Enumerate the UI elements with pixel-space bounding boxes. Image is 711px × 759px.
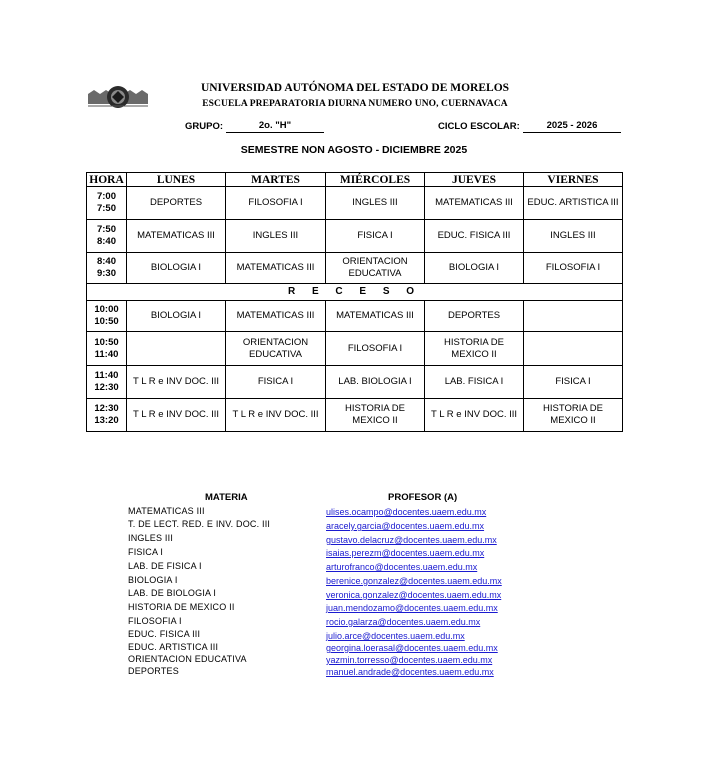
class-cell: FILOSOFIA I: [524, 253, 623, 284]
schedule-row: [87, 301, 623, 332]
time-end: 9:30: [96, 268, 116, 279]
class-cell: MATEMATICAS III: [425, 187, 524, 220]
time-start: 11:40: [94, 370, 119, 381]
class-cell: DEPORTES: [127, 187, 226, 220]
schedule-row: [87, 399, 623, 432]
semester-title: SEMESTRE NON AGOSTO - DICIEMBRE 2025: [240, 144, 468, 156]
class-cell: FISICA I: [326, 220, 425, 253]
time-start: 12:30: [94, 403, 119, 414]
class-cell: HISTORIA DE MEXICO II: [524, 399, 623, 432]
teacher-email-link[interactable]: yazmin.torresso@docentes.uaem.edu.mx: [326, 655, 493, 665]
class-cell: FISICA I: [226, 366, 326, 399]
teacher-email-link[interactable]: veronica.gonzalez@docentes.uaem.edu.mx: [326, 590, 502, 600]
time-end: 11:40: [94, 348, 119, 360]
time-start: 10:50: [94, 336, 119, 348]
subject-name: BIOLOGIA I: [128, 575, 178, 585]
subject-name: MATEMATICAS III: [128, 506, 205, 516]
subject-name: DEPORTES: [128, 666, 179, 676]
subject-name: ORIENTACION EDUCATIVA: [128, 654, 247, 664]
class-cell: ORIENTACION EDUCATIVA: [226, 332, 326, 366]
class-cell: T L R e INV DOC. III: [127, 399, 226, 432]
class-cell: [524, 332, 623, 366]
university-logo: [86, 80, 150, 114]
teacher-email-link[interactable]: manuel.andrade@docentes.uaem.edu.mx: [326, 667, 494, 677]
class-cell: EDUC. ARTISTICA III: [524, 187, 623, 220]
subject-name: HISTORIA DE MEXICO II: [128, 602, 235, 612]
teacher-email-link[interactable]: isaias.perezm@docentes.uaem.edu.mx: [326, 548, 485, 558]
class-cell: LAB. BIOLOGIA I: [326, 366, 425, 399]
time-cell: [87, 366, 127, 399]
column-header-viernes: VIERNES: [524, 173, 623, 187]
teacher-email-link[interactable]: rocio.galarza@docentes.uaem.edu.mx: [326, 617, 481, 627]
school-title: ESCUELA PREPARATORIA DIURNA NUMERO UNO, CUERNAVACA: [202, 99, 508, 109]
column-header-hora: HORA: [87, 173, 127, 187]
class-cell: BIOLOGIA I: [425, 253, 524, 284]
time-cell: [87, 332, 127, 366]
group-label: GRUPO:: [185, 121, 223, 132]
class-cell: HISTORIA DE MEXICO II: [326, 399, 425, 432]
time-cell: [87, 301, 127, 332]
time-cell: [87, 253, 127, 284]
teacher-email-link[interactable]: arturofranco@docentes.uaem.edu.mx: [326, 562, 478, 572]
class-cell: FILOSOFIA I: [326, 332, 425, 366]
class-cell: EDUC. FISICA III: [425, 220, 524, 253]
teacher-email-link[interactable]: berenice.gonzalez@docentes.uaem.edu.mx: [326, 576, 502, 586]
time-end: 7:50: [96, 203, 116, 214]
class-cell: BIOLOGIA I: [127, 301, 226, 332]
subject-name: LAB. DE BIOLOGIA I: [128, 588, 217, 598]
group-value: 2o. "H": [226, 120, 324, 133]
column-header-jueves: JUEVES: [425, 173, 524, 187]
schedule-row: [87, 332, 623, 366]
time-cell: [87, 220, 127, 253]
class-cell: T L R e INV DOC. III: [425, 399, 524, 432]
time-end: 8:40: [96, 236, 116, 247]
teacher-email-link[interactable]: aracely.garcia@docentes.uaem.edu.mx: [326, 521, 485, 531]
time-start: 7:50: [96, 224, 116, 235]
class-cell: [127, 332, 226, 366]
class-cell: MATEMATICAS III: [127, 220, 226, 253]
class-cell: T L R e INV DOC. III: [226, 399, 326, 432]
schedule-row: [87, 366, 623, 399]
subject-name: EDUC. FISICA III: [128, 629, 201, 639]
class-cell: MATEMATICAS III: [226, 253, 326, 284]
subject-name: T. DE LECT. RED. E INV. DOC. III: [128, 519, 271, 529]
subject-name: FILOSOFIA I: [128, 616, 182, 626]
subject-name: LAB. DE FISICA I: [128, 561, 202, 571]
schedule-row: [87, 187, 623, 220]
class-cell: T L R e INV DOC. III: [127, 366, 226, 399]
column-header-martes: MARTES: [226, 173, 326, 187]
schedule-header-row: [87, 173, 623, 187]
cycle-label: CICLO ESCOLAR:: [438, 121, 520, 132]
teacher-email-link[interactable]: juan.mendozamo@docentes.uaem.edu.mx: [326, 603, 498, 613]
time-end: 13:20: [94, 415, 119, 426]
class-cell: INGLES III: [226, 220, 326, 253]
time-end: 10:50: [94, 316, 119, 327]
time-cell: [87, 187, 127, 220]
class-cell: MATEMATICAS III: [226, 301, 326, 332]
schedule-table: [86, 172, 623, 432]
teacher-email-link[interactable]: ulises.ocampo@docentes.uaem.edu.mx: [326, 507, 487, 517]
time-start: 10:00: [94, 304, 119, 315]
time-start: 8:40: [96, 256, 116, 267]
time-end: 12:30: [94, 382, 119, 393]
teacher-email-link[interactable]: gustavo.delacruz@docentes.uaem.edu.mx: [326, 535, 497, 545]
recess-label: R E C E S O: [87, 284, 623, 301]
time-start: 7:00: [96, 191, 116, 202]
schedule-row: [87, 220, 623, 253]
class-cell: BIOLOGIA I: [127, 253, 226, 284]
class-cell: DEPORTES: [425, 301, 524, 332]
teacher-column-header: PROFESOR (A): [388, 492, 458, 503]
class-cell: ORIENTACION EDUCATIVA: [326, 253, 425, 284]
class-cell: HISTORIA DE MEXICO II: [425, 332, 524, 366]
teacher-email-link[interactable]: georgina.loerasal@docentes.uaem.edu.mx: [326, 643, 498, 653]
column-header-lunes: LUNES: [127, 173, 226, 187]
class-cell: [524, 301, 623, 332]
teacher-email-link[interactable]: julio.arce@docentes.uaem.edu.mx: [326, 631, 465, 641]
cycle-value: 2025 - 2026: [523, 120, 621, 133]
subject-column-header: MATERIA: [205, 492, 248, 503]
class-cell: FILOSOFIA I: [226, 187, 326, 220]
subject-name: INGLES III: [128, 533, 174, 543]
subject-name: FISICA I: [128, 547, 164, 557]
subject-name: EDUC. ARTISTICA III: [128, 642, 219, 652]
university-title: UNIVERSIDAD AUTÓNOMA DEL ESTADO DE MORELOS: [200, 82, 510, 94]
schedule-row: [87, 253, 623, 284]
class-cell: LAB. FISICA I: [425, 366, 524, 399]
class-cell: INGLES III: [524, 220, 623, 253]
column-header-miercoles: MIÉRCOLES: [326, 173, 425, 187]
recess-row: [87, 284, 623, 301]
time-cell: [87, 399, 127, 432]
class-cell: INGLES III: [326, 187, 425, 220]
class-cell: MATEMATICAS III: [326, 301, 425, 332]
class-cell: FISICA I: [524, 366, 623, 399]
